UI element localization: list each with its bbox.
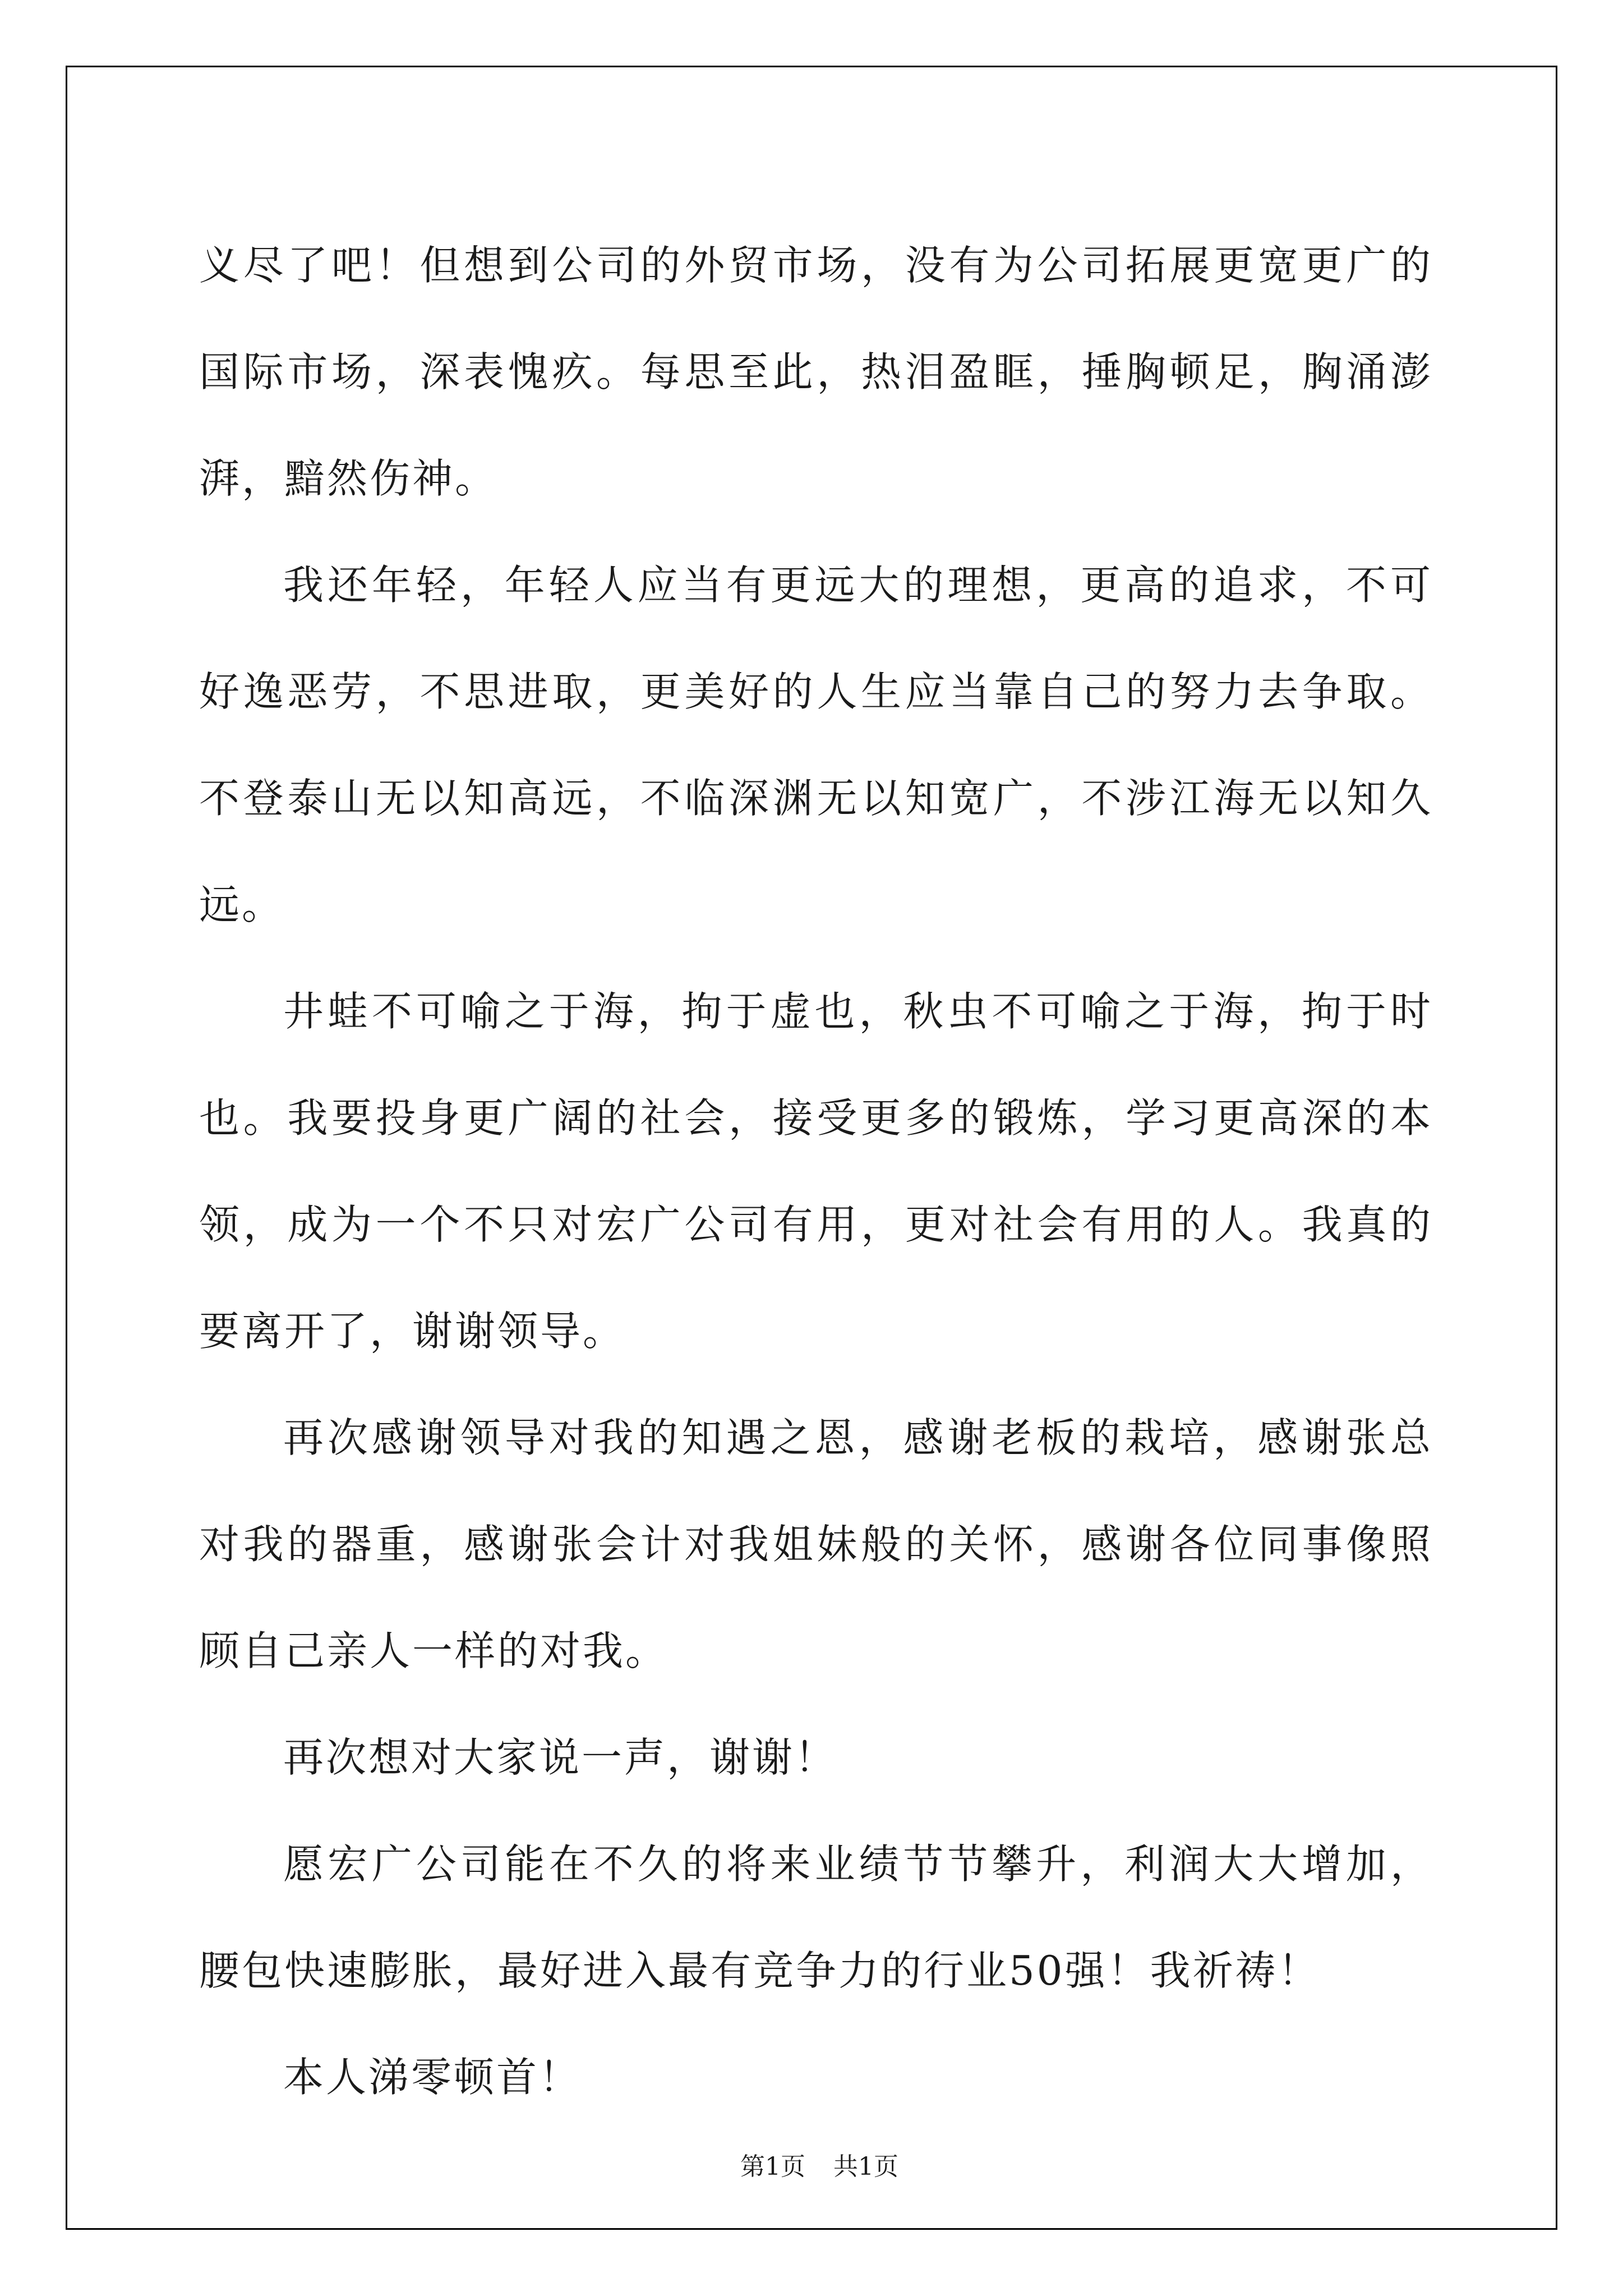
paragraph: 本人涕零顿首！ bbox=[283, 2054, 582, 2101]
page-total: 共1页 bbox=[833, 2152, 898, 2181]
paragraph: 愿宏广公司能在不久的将来业绩节节攀升，利润大大增加，腰包快速膨胀，最好进入最有竞争力的行业50强！我祈祷！ bbox=[199, 1841, 1433, 1994]
paragraph: 我还年轻，年轻人应当有更远大的理想，更高的追求，不可好逸恶劳，不思进取，更美好的人生应当靠自己的努力去争取。不登泰山无以知高远，不临深渊无以知宽广，不涉江海无以知久远。 bbox=[199, 562, 1433, 928]
page-number: 第1页 bbox=[740, 2152, 805, 2181]
paragraph: 再次想对大家说一声，谢谢！ bbox=[283, 1734, 838, 1781]
document-body bbox=[199, 212, 1433, 2131]
paragraph-continuation: 义尽了吧！但想到公司的外贸市场，没有为公司拓展更宽更广的国际市场，深表愧疚。每思至此，热泪盈眶，捶胸顿足，胸涌澎湃，黯然伤神。 bbox=[199, 242, 1433, 502]
paragraph: 井蛙不可喻之于海，拘于虚也，秋虫不可喻之于海，拘于时也。我要投身更广阔的社会，接受更多的锻炼，学习更高深的本领，成为一个不只对宏广公司有用，更对社会有用的人。我真的要离开了，谢谢领导。 bbox=[199, 988, 1433, 1355]
paragraph: 再次感谢领导对我的知遇之恩，感谢老板的栽培，感谢张总对我的器重，感谢张会计对我姐妹般的关怀，感谢各位同事像照顾自己亲人一样的对我。 bbox=[199, 1414, 1433, 1674]
page-footer bbox=[0, 2118, 1623, 2182]
